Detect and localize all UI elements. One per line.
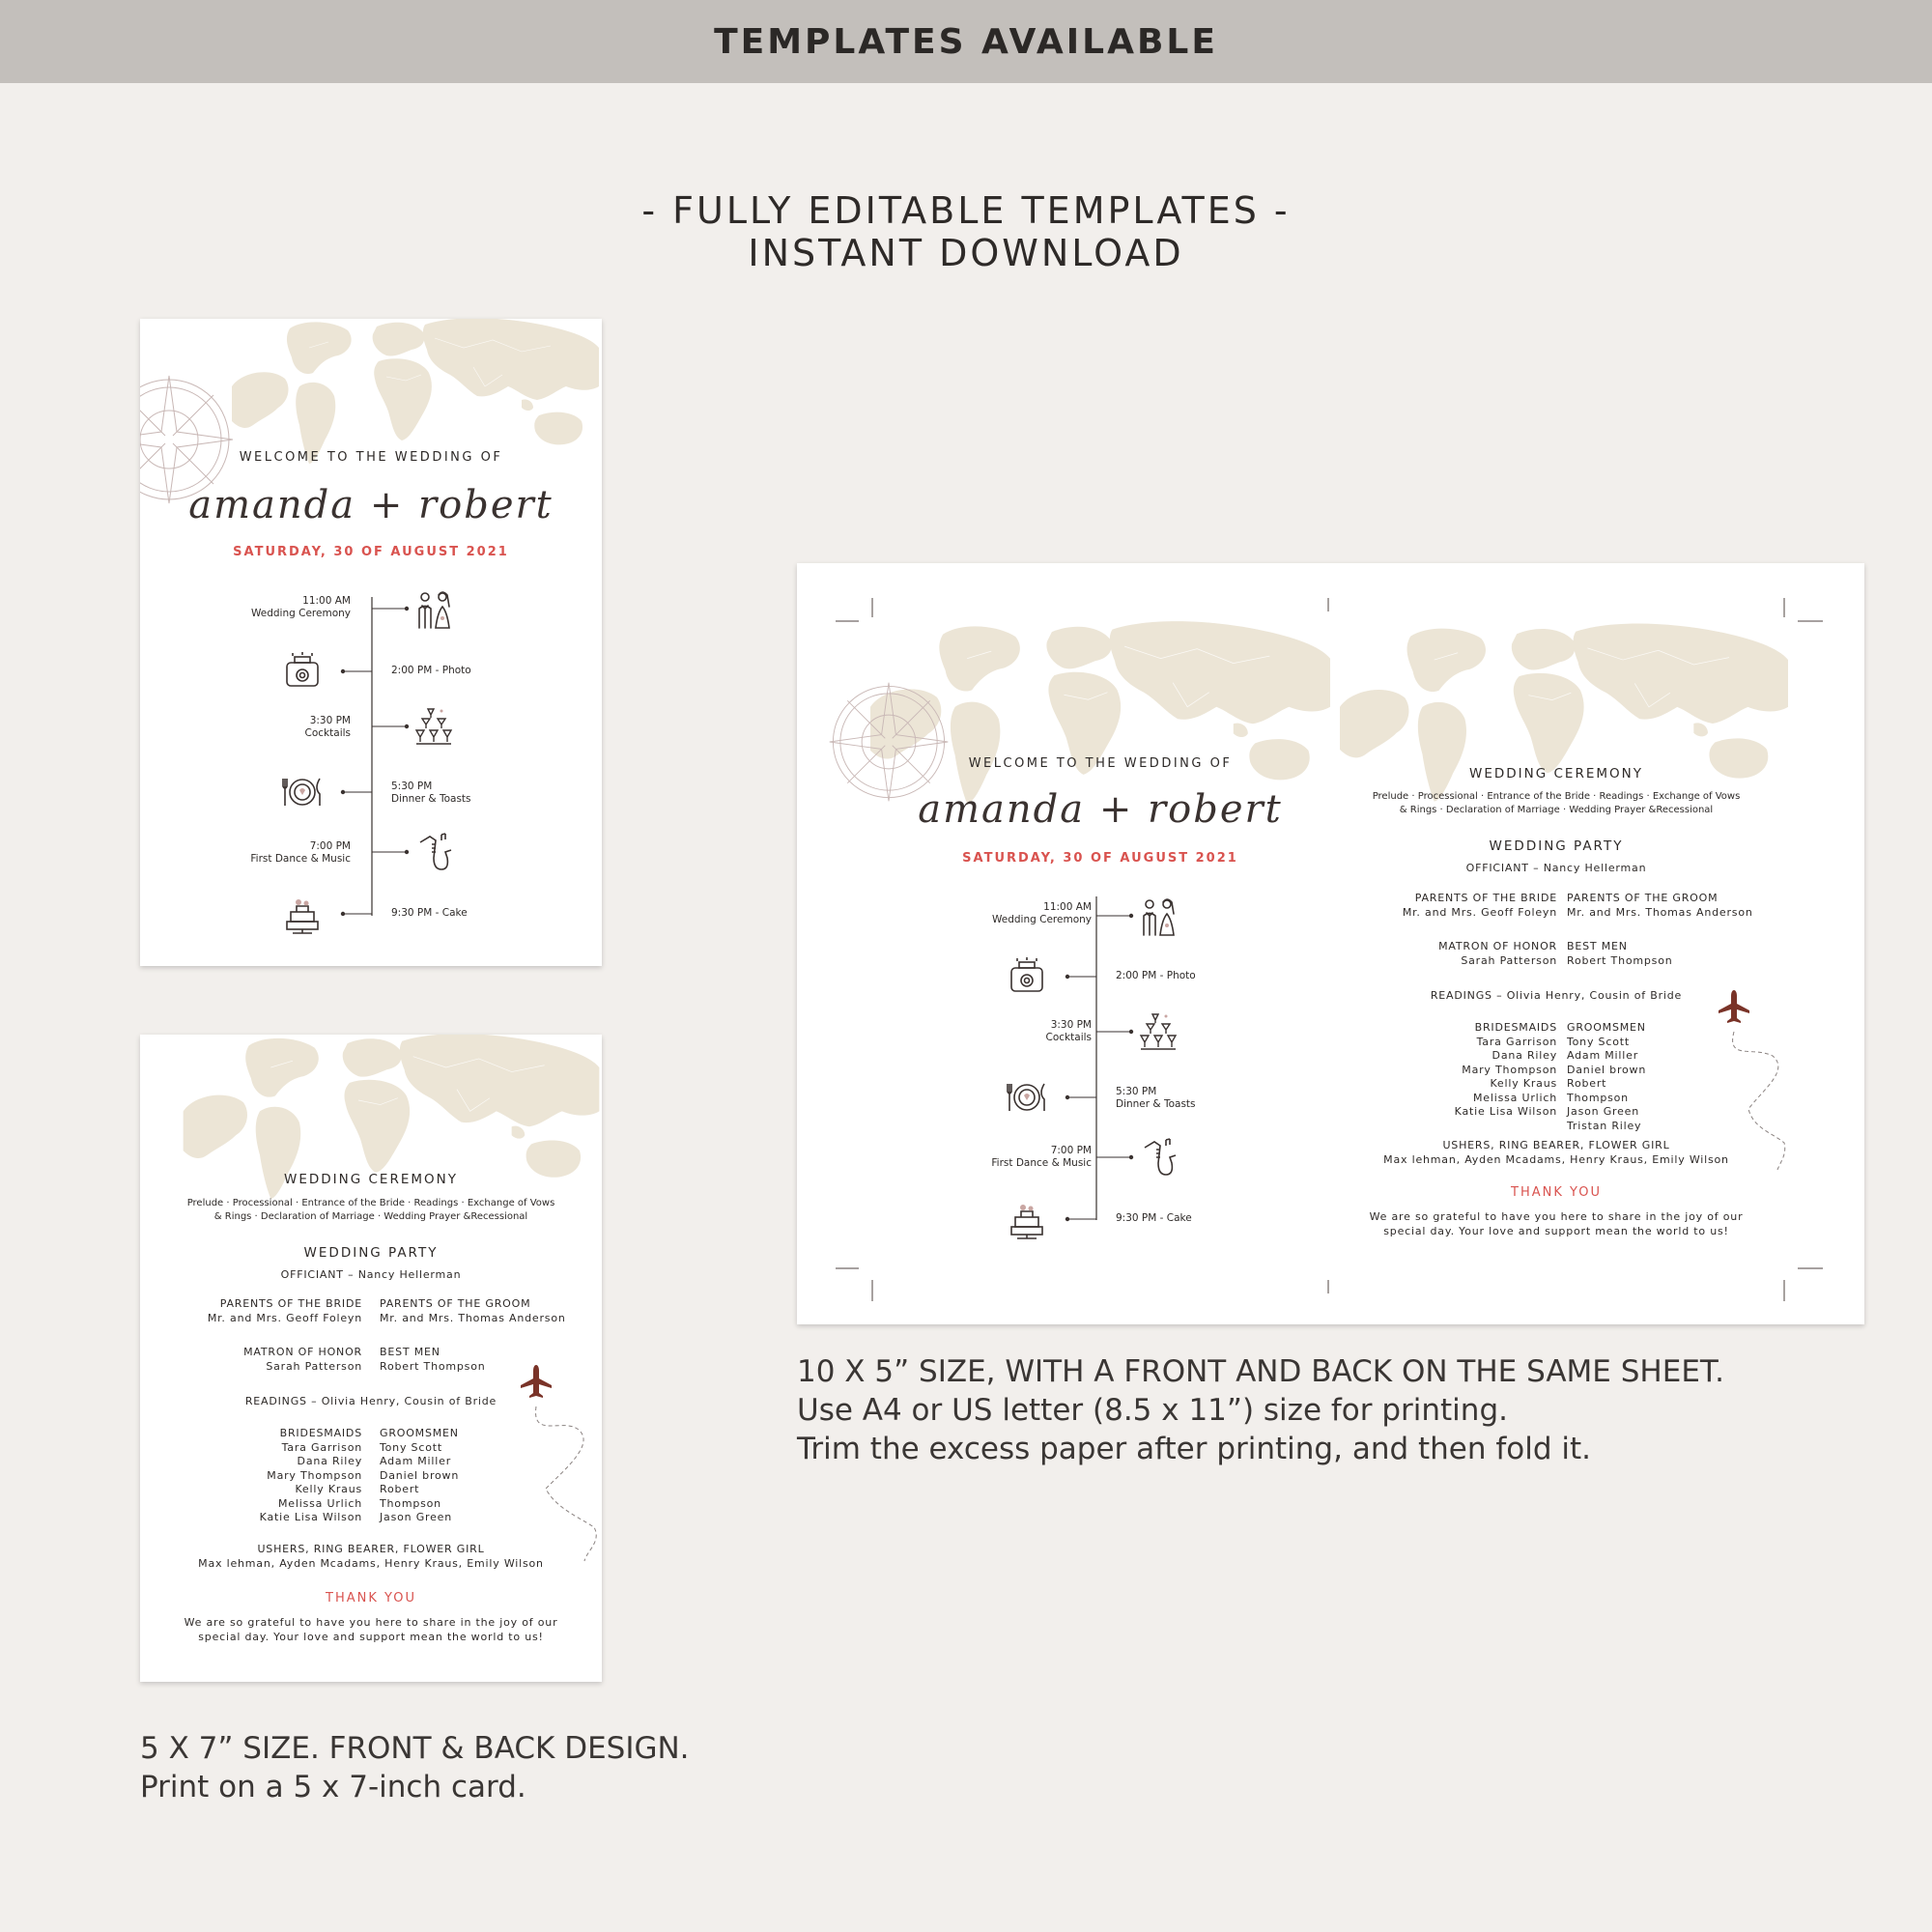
ceremony-line-1: Prelude · Processional · Entrance of the Bride · Readings · Exchange of Vows — [186, 1198, 555, 1208]
ushers: USHERS, RING BEARER, FLOWER GIRL Max lehman, Ayden Mcadams, Henry Kraus, Emily Wilson — [198, 1543, 544, 1570]
party-title: WEDDING PARTY — [303, 1245, 439, 1261]
saxophone-icon — [420, 834, 451, 869]
matron-of-honor: MATRON OF HONOR Sarah Patterson — [243, 1346, 362, 1373]
groomsmen-list: GROOMSMEN Tony Scott Adam Miller Daniel brown Robert Thompson Jason Green Tristan Riley — [1567, 1021, 1647, 1132]
front-card-small — [140, 319, 602, 966]
timeline-item: 3:30 PM Cocktails — [1045, 1019, 1092, 1043]
thank-you-text: We are so grateful to have you here to share in the joy of our special day. Your love and support mean the world to us! — [1369, 1210, 1744, 1237]
welcome-text: WELCOME TO THE WEDDING OF — [968, 756, 1233, 771]
headline-line-2: INSTANT DOWNLOAD — [748, 232, 1184, 274]
timeline-item: 9:30 PM - Cake — [1116, 1212, 1192, 1224]
wedding-date: SATURDAY, 30 OF AUGUST 2021 — [962, 851, 1238, 866]
timeline-item: 11:00 AM Wedding Ceremony — [251, 595, 351, 619]
timeline-item: 7:00 PM First Dance & Music — [250, 840, 351, 865]
bride-groom-icon — [1144, 899, 1174, 935]
banner-title: TEMPLATES AVAILABLE — [714, 21, 1218, 62]
parents-groom: PARENTS OF THE GROOM Mr. and Mrs. Thomas Anderson — [380, 1297, 566, 1324]
timeline-item: 3:30 PM Cocktails — [304, 715, 351, 739]
bridesmaids-list: BRIDESMAIDS Tara Garrison Dana Riley Mary Thompson Kelly Kraus Melissa Urlich Katie Lisa Wilson — [1454, 1021, 1557, 1118]
back-card-small — [140, 1035, 602, 1682]
ceremony-title: WEDDING CEREMONY — [1469, 766, 1643, 781]
large-sheet — [797, 563, 1864, 1324]
matron-of-honor: MATRON OF HONOR Sarah Patterson — [1438, 940, 1557, 967]
cake-icon — [1011, 1205, 1042, 1238]
airplane-icon — [521, 1365, 552, 1398]
readings: READINGS – Olivia Henry, Cousin of Bride — [1430, 989, 1683, 1002]
wedding-date: SATURDAY, 30 OF AUGUST 2021 — [233, 545, 509, 559]
thank-you-text: We are so grateful to have you here to share in the joy of our special day. Your love and support mean the world to us! — [184, 1616, 558, 1643]
small-card-caption: 5 X 7” SIZE. FRONT & BACK DESIGN. Print on a 5 x 7-inch card. — [140, 1731, 690, 1804]
best-men: BEST MEN Robert Thompson — [1567, 940, 1673, 967]
timeline-item: 2:00 PM - Photo — [391, 665, 471, 676]
camera-icon — [287, 652, 318, 686]
party-title: WEDDING PARTY — [1489, 838, 1624, 854]
timeline-item: 9:30 PM - Cake — [391, 907, 468, 919]
officiant: OFFICIANT – Nancy Hellerman — [1465, 862, 1647, 874]
top-banner — [0, 0, 1932, 83]
ceremony-line-2: & Rings · Declaration of Marriage · Wedding Prayer &Recessional — [1399, 805, 1714, 815]
best-men: BEST MEN Robert Thompson — [380, 1346, 486, 1373]
ceremony-line-1: Prelude · Processional · Entrance of the Bride · Readings · Exchange of Vows — [1372, 791, 1741, 802]
timeline-item: 5:30 PM Dinner & Toasts — [391, 781, 471, 805]
couple-names: amanda + robert — [188, 483, 554, 527]
timeline-item: 5:30 PM Dinner & Toasts — [1116, 1086, 1196, 1110]
bridesmaids-list: BRIDESMAIDS Tara Garrison Dana Riley Mary Thompson Kelly Kraus Melissa Urlich Katie Lisa Wilson — [259, 1427, 362, 1523]
thank-you-title: THANK YOU — [326, 1591, 416, 1605]
readings: READINGS – Olivia Henry, Cousin of Bride — [244, 1395, 497, 1407]
large-sheet-caption: 10 X 5” SIZE, WITH A FRONT AND BACK ON THE SAME SHEET. Use A4 or US letter (8.5 x 11”) size for printing. Trim the excess paper after printing, and then fold it. — [797, 1354, 1725, 1466]
ushers: USHERS, RING BEARER, FLOWER GIRL Max lehman, Ayden Mcadams, Henry Kraus, Emily Wilson — [1383, 1139, 1729, 1166]
ceremony-title: WEDDING CEREMONY — [284, 1172, 458, 1187]
thank-you-title: THANK YOU — [1511, 1185, 1602, 1200]
parents-bride: PARENTS OF THE BRIDE Mr. and Mrs. Geoff Foleyn — [207, 1297, 362, 1324]
couple-names: amanda + robert — [918, 787, 1283, 832]
timeline-item: 11:00 AM Wedding Ceremony — [992, 901, 1092, 925]
plate-cutlery-icon — [283, 779, 320, 806]
ceremony-line-2: & Rings · Declaration of Marriage · Wedding Prayer &Recessional — [213, 1211, 528, 1222]
groomsmen-list: GROOMSMEN Tony Scott Adam Miller Daniel brown Robert Thompson Jason Green — [380, 1427, 460, 1523]
welcome-text: WELCOME TO THE WEDDING OF — [239, 450, 503, 465]
camera-icon — [1011, 957, 1042, 991]
officiant: OFFICIANT – Nancy Hellerman — [280, 1268, 462, 1281]
parents-bride: PARENTS OF THE BRIDE Mr. and Mrs. Geoff Foleyn — [1402, 892, 1557, 919]
bride-groom-icon — [419, 592, 449, 628]
saxophone-icon — [1145, 1139, 1176, 1175]
champagne-tower-icon — [1141, 1014, 1176, 1049]
headline-line-1: - FULLY EDITABLE TEMPLATES - — [641, 189, 1291, 232]
cake-icon — [287, 899, 318, 933]
parents-groom: PARENTS OF THE GROOM Mr. and Mrs. Thomas Anderson — [1567, 892, 1753, 919]
champagne-tower-icon — [416, 709, 451, 744]
timeline-item: 2:00 PM - Photo — [1116, 970, 1196, 981]
plate-cutlery-icon — [1008, 1084, 1044, 1111]
world-map-background — [140, 1035, 602, 1682]
timeline-item: 7:00 PM First Dance & Music — [991, 1145, 1092, 1169]
world-map-background — [140, 319, 602, 966]
